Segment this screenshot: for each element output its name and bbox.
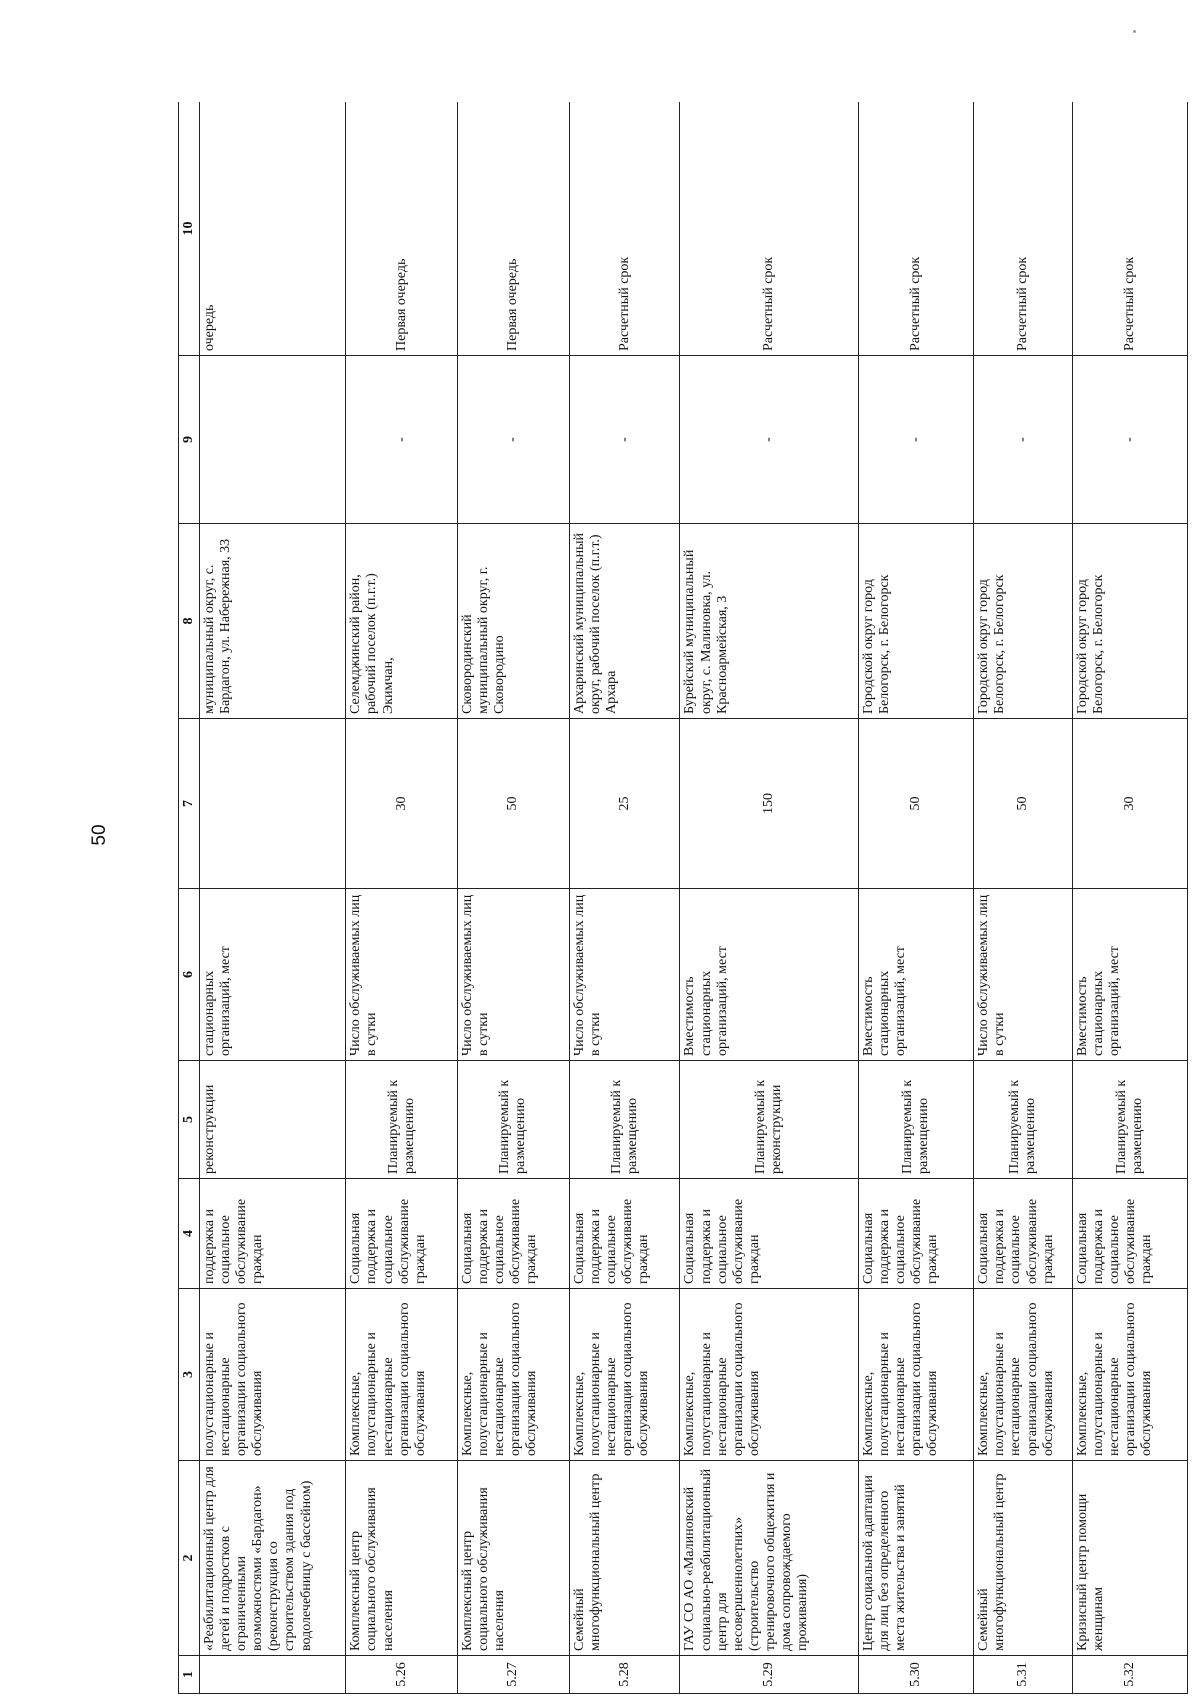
- capacity-value: 50: [458, 719, 570, 889]
- table-row: [974, 102, 1072, 1694]
- header-row: [179, 102, 200, 1694]
- header-cell: 2: [179, 1461, 200, 1656]
- capacity-value: 30: [1072, 719, 1187, 889]
- table-row: [346, 102, 458, 1694]
- facility-name: Комплексный центр социального обслуживания населения: [346, 1461, 458, 1656]
- facility-status: Планируемый к размещению: [346, 1061, 458, 1179]
- facility-name: ГАУ СО АО «Малиновский социально-реабилитационный центр для несовершеннолетних» (строительство тренировочного общежития и дома сопровождаемого проживания): [680, 1461, 859, 1656]
- implementation-stage: Расчетный срок: [859, 102, 974, 356]
- capacity-metric: Вместимость стационарных организаций, мест: [680, 889, 859, 1061]
- table-row: [569, 102, 680, 1694]
- capacity-value: 50: [859, 719, 974, 889]
- document-table-area: [178, 102, 1188, 1694]
- rotated-table-container: [178, 102, 1188, 1694]
- facility-location: Городской округ город Белогорск, г. Белогорск: [1072, 524, 1187, 719]
- implementation-stage: Расчетный срок: [569, 102, 680, 356]
- facility-type: Комплексные, полустационарные и нестационарные организации социального обслуживания: [1072, 1289, 1187, 1461]
- facility-status: Планируемый к размещению: [458, 1061, 570, 1179]
- facility-purpose: Социальная поддержка и социальное обслуживание граждан: [346, 1179, 458, 1289]
- header-cell: 8: [179, 524, 200, 719]
- facility-location: Городской округ город Белогорск, г. Белогорск: [974, 524, 1072, 719]
- facility-name: Центр социальной адаптации для лиц без определенного места жительства и занятий: [859, 1461, 974, 1656]
- capacity-metric: Число обслуживаемых лиц в сутки: [974, 889, 1072, 1061]
- capacity-metric: Число обслуживаемых лиц в сутки: [458, 889, 570, 1061]
- header-cell: 6: [179, 889, 200, 1061]
- zone-value: -: [569, 356, 680, 524]
- header-cell: 9: [179, 356, 200, 524]
- header-cell: 1: [179, 1656, 200, 1694]
- facility-name: Семейный многофункциональный центр: [569, 1461, 680, 1656]
- zone-value: [200, 356, 346, 524]
- facility-status: Планируемый к размещению: [859, 1061, 974, 1179]
- header-cell: 10: [179, 102, 200, 356]
- facility-name: Комплексный центр социального обслуживания населения: [458, 1461, 570, 1656]
- capacity-metric: Число обслуживаемых лиц в сутки: [569, 889, 680, 1061]
- table-row: [859, 102, 974, 1694]
- facility-type: Комплексные, полустационарные и нестационарные организации социального обслуживания: [569, 1289, 680, 1461]
- implementation-stage: Расчетный срок: [680, 102, 859, 356]
- implementation-stage: Расчетный срок: [1072, 102, 1187, 356]
- facility-type: Комплексные, полустационарные и нестационарные организации социального обслуживания: [680, 1289, 859, 1461]
- facility-status: Планируемый к размещению: [974, 1061, 1072, 1179]
- facility-location: Селемджинский район, рабочий поселок (п.г.т.) Экимчан,: [346, 524, 458, 719]
- page-number: 50: [89, 824, 110, 846]
- facility-purpose: Социальная поддержка и социальное обслуживание граждан: [458, 1179, 570, 1289]
- scan-speck: [1133, 30, 1136, 33]
- facility-purpose: поддержка и социальное обслуживание граждан: [200, 1179, 346, 1289]
- row-id: 5.30: [859, 1656, 974, 1694]
- capacity-value: [200, 719, 346, 889]
- table-row: [200, 102, 346, 1694]
- facility-purpose: Социальная поддержка и социальное обслуживание граждан: [974, 1179, 1072, 1289]
- zone-value: -: [1072, 356, 1187, 524]
- capacity-metric: Вместимость стационарных организаций, мест: [859, 889, 974, 1061]
- facility-status: реконструкции: [200, 1061, 346, 1179]
- zone-value: -: [680, 356, 859, 524]
- facility-type: Комплексные, полустационарные и нестационарные организации социального обслуживания: [458, 1289, 570, 1461]
- table-row: [680, 102, 859, 1694]
- facility-type: полустационарные и нестационарные организации социального обслуживания: [200, 1289, 346, 1461]
- table-row: [1072, 102, 1187, 1694]
- header-cell: 7: [179, 719, 200, 889]
- facility-status: Планируемый к размещению: [569, 1061, 680, 1179]
- zone-value: -: [974, 356, 1072, 524]
- header-cell: 5: [179, 1061, 200, 1179]
- facility-location: Городской округ город Белогорск, г. Белогорск: [859, 524, 974, 719]
- row-id: 5.29: [680, 1656, 859, 1694]
- capacity-value: 25: [569, 719, 680, 889]
- implementation-stage: Первая очередь: [458, 102, 570, 356]
- zone-value: -: [859, 356, 974, 524]
- capacity-metric: Число обслуживаемых лиц в сутки: [346, 889, 458, 1061]
- facility-status: Планируемый к реконструкции: [680, 1061, 859, 1179]
- implementation-stage: Расчетный срок: [974, 102, 1072, 356]
- facility-type: Комплексные, полустационарные и нестационарные организации социального обслуживания: [346, 1289, 458, 1461]
- facility-location: Архаринский муниципальный округ, рабочий поселок (п.г.т.) Архара: [569, 524, 680, 719]
- facility-location: муниципальный округ, с. Бардагон, ул. Набережная, 33: [200, 524, 346, 719]
- facility-status: Планируемый к размещению: [1072, 1061, 1187, 1179]
- row-id: 5.32: [1072, 1656, 1187, 1694]
- header-cell: 3: [179, 1289, 200, 1461]
- facility-name: «Реабилитационный центр для детей и подростков с ограниченными возможностями «Бардагон» (реконструкция со строительством здания под водолечебницу с бассейном): [200, 1461, 346, 1656]
- table-row: [458, 102, 570, 1694]
- facility-name: Семейный многофункциональный центр: [974, 1461, 1072, 1656]
- facility-purpose: Социальная поддержка и социальное обслуживание граждан: [569, 1179, 680, 1289]
- capacity-metric: Вместимость стационарных организаций, мест: [1072, 889, 1187, 1061]
- facility-location: Сковородинский муниципальный округ, г. Сковородино: [458, 524, 570, 719]
- facility-purpose: Социальная поддержка и социальное обслуживание граждан: [1072, 1179, 1187, 1289]
- capacity-value: 30: [346, 719, 458, 889]
- row-id: 5.31: [974, 1656, 1072, 1694]
- facility-name: Кризисный центр помощи женщинам: [1072, 1461, 1187, 1656]
- facility-location: Бурейский муниципальный округ, с. Малиновка, ул. Красноармейская, 3: [680, 524, 859, 719]
- facility-type: Комплексные, полустационарные и нестационарные организации социального обслуживания: [974, 1289, 1072, 1461]
- row-id: 5.27: [458, 1656, 570, 1694]
- capacity-metric: стационарных организаций, мест: [200, 889, 346, 1061]
- capacity-value: 50: [974, 719, 1072, 889]
- zone-value: -: [346, 356, 458, 524]
- facility-type: Комплексные, полустационарные и нестационарные организации социального обслуживания: [859, 1289, 974, 1461]
- capacity-value: 150: [680, 719, 859, 889]
- facility-purpose: Социальная поддержка и социальное обслуживание граждан: [680, 1179, 859, 1289]
- facilities-table: [178, 102, 1188, 1694]
- facility-purpose: Социальная поддержка и социальное обслуживание граждан: [859, 1179, 974, 1289]
- header-cell: 4: [179, 1179, 200, 1289]
- zone-value: -: [458, 356, 570, 524]
- implementation-stage: Первая очередь: [346, 102, 458, 356]
- row-id: [200, 1656, 346, 1694]
- row-id: 5.28: [569, 1656, 680, 1694]
- row-id: 5.26: [346, 1656, 458, 1694]
- implementation-stage: очередь: [200, 102, 346, 356]
